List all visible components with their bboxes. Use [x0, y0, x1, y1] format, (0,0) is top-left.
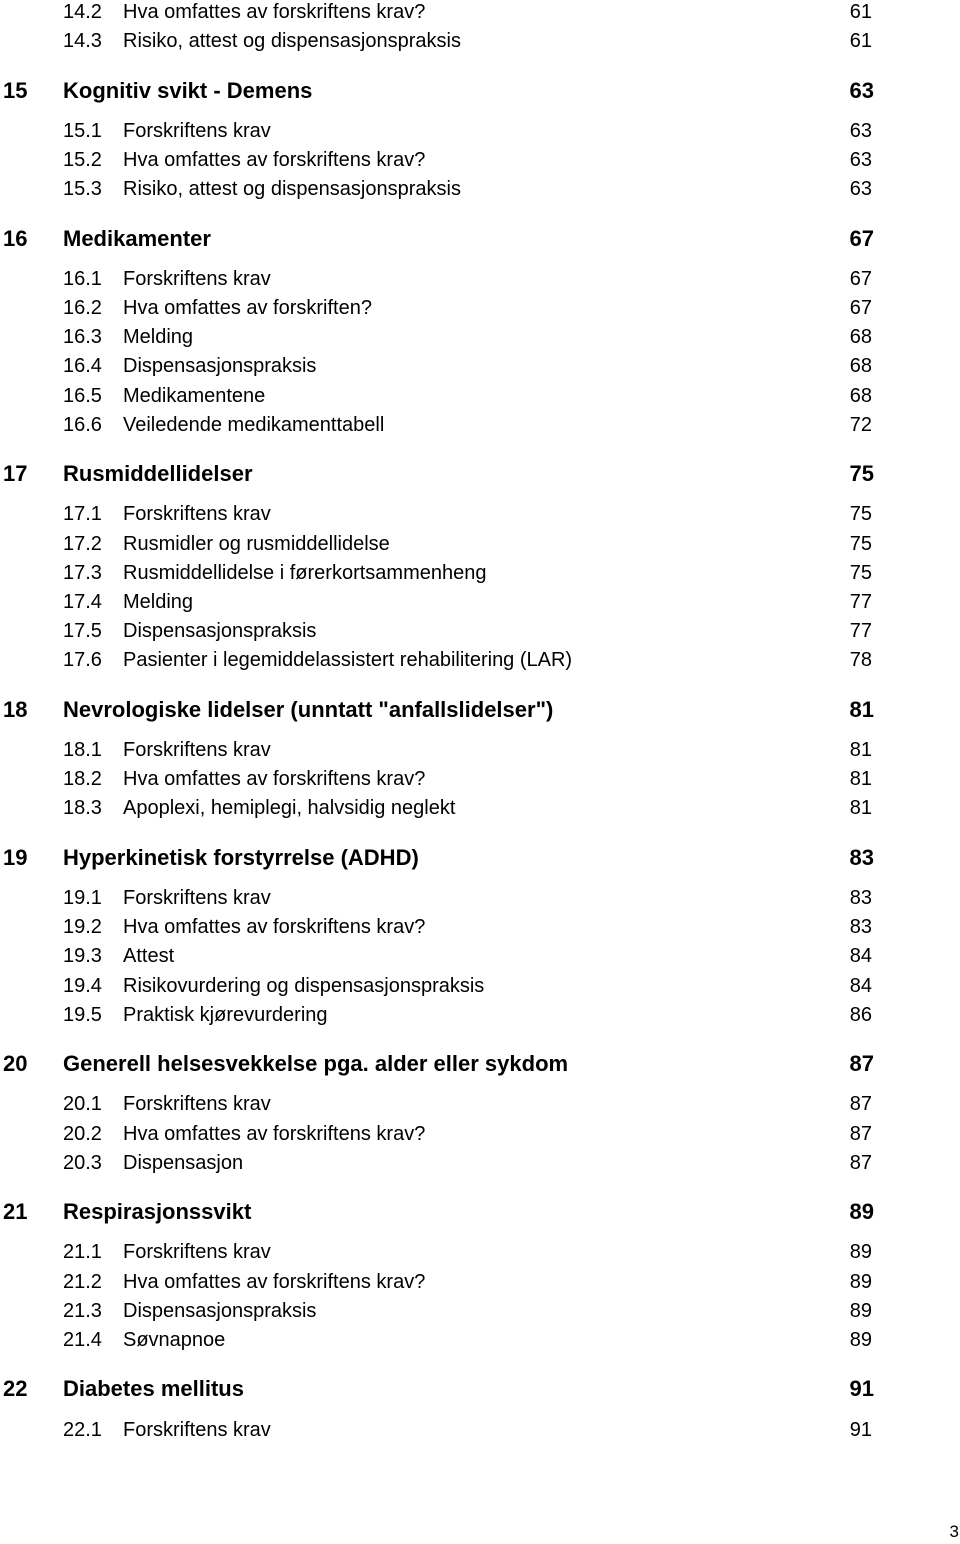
toc-entry-number: 18.3: [63, 797, 102, 819]
toc-entry-page: 63: [849, 78, 874, 103]
toc-entry-title: Melding: [123, 591, 194, 613]
toc-section-entry[interactable]: [0, 1267, 960, 1297]
toc-entry-page: 67: [849, 226, 874, 251]
toc-entry-page: 78: [849, 649, 872, 671]
toc-entry-number: 17.1: [63, 503, 102, 525]
toc-entry-title: Hva omfattes av forskriftens krav?: [123, 1271, 426, 1293]
toc-entry-title: Rusmiddellidelse i førerkortsammenheng: [123, 562, 487, 584]
toc-entry-number: 21: [3, 1199, 28, 1224]
toc-entry-title: Hva omfattes av forskriftens krav?: [123, 916, 426, 938]
toc-entry-page: 75: [849, 461, 874, 486]
toc-entry-number: 20.3: [63, 1152, 102, 1174]
toc-section-entry[interactable]: [0, 1148, 960, 1178]
toc-chapter-entry[interactable]: [0, 459, 960, 489]
toc-section-entry[interactable]: [0, 941, 960, 971]
toc-section-entry[interactable]: [0, 1119, 960, 1149]
toc-entry-page: 61: [849, 30, 872, 52]
toc-section-entry[interactable]: [0, 174, 960, 204]
toc-entry-page: 68: [849, 355, 872, 377]
toc-entry-title: Diabetes mellitus: [63, 1376, 244, 1401]
toc-entry-title: Forskriftens krav: [123, 887, 271, 909]
toc-entry-title: Dispensasjon: [123, 1152, 244, 1174]
toc-entry-title: Rusmiddellidelser: [63, 461, 253, 486]
toc-entry-number: 19.5: [63, 1004, 102, 1026]
toc-section-entry[interactable]: [0, 558, 960, 588]
toc-entry-page: 87: [849, 1051, 874, 1076]
toc-entry-page: 83: [849, 916, 872, 938]
toc-entry-number: 21.1: [63, 1241, 102, 1263]
toc-entry-title: Kognitiv svikt - Demens: [63, 78, 313, 103]
toc-entry-number: 19.1: [63, 887, 102, 909]
toc-entry-number: 16: [3, 226, 28, 251]
toc-entry-page: 84: [849, 945, 872, 967]
toc-entry-title: Medikamenter: [63, 226, 211, 251]
toc-entry-number: 16.4: [63, 355, 102, 377]
toc-chapter-entry[interactable]: [0, 76, 960, 106]
toc-entry-number: 16.5: [63, 385, 102, 407]
toc-entry-number: 19.2: [63, 916, 102, 938]
toc-entry-number: 20.2: [63, 1123, 102, 1145]
toc-entry-page: 86: [849, 1004, 872, 1026]
toc-entry-page: 83: [849, 845, 874, 870]
toc-entry-title: Praktisk kjørevurdering: [123, 1004, 328, 1026]
toc-entry-title: Hva omfattes av forskriftens krav?: [123, 768, 426, 790]
toc-entry-number: 16.2: [63, 297, 102, 319]
toc-entry-page: 89: [849, 1300, 872, 1322]
toc-entry-title: Forskriftens krav: [123, 120, 271, 142]
toc-entry-title: Hva omfattes av forskriftens krav?: [123, 1, 426, 23]
toc-entry-number: 17.4: [63, 591, 102, 613]
toc-entry-title: Hva omfattes av forskriften?: [123, 297, 372, 319]
toc-entry-title: Medikamentene: [123, 385, 266, 407]
toc-entry-page: 61: [849, 1, 872, 23]
toc-section-entry[interactable]: [0, 735, 960, 765]
toc-entry-title: Nevrologiske lidelser (unntatt "anfallslidelser"): [63, 697, 554, 722]
toc-section-entry[interactable]: [0, 1296, 960, 1326]
toc-entry-page: 63: [849, 149, 872, 171]
toc-entry-title: Risikovurdering og dispensasjonspraksis: [123, 975, 485, 997]
toc-section-entry[interactable]: [0, 116, 960, 146]
toc-section-entry[interactable]: [0, 381, 960, 411]
toc-entry-page: 89: [849, 1199, 874, 1224]
toc-entry-number: 14.3: [63, 30, 102, 52]
toc-entry-page: 87: [849, 1093, 872, 1115]
toc-entry-page: 87: [849, 1152, 872, 1174]
toc-entry-page: 72: [849, 414, 872, 436]
toc-chapter-entry[interactable]: [0, 224, 960, 254]
toc-entry-page: 89: [849, 1241, 872, 1263]
toc-section-entry[interactable]: [0, 145, 960, 175]
toc-entry-number: 15: [3, 78, 28, 103]
toc-entry-page: 75: [849, 503, 872, 525]
toc-entry-title: Pasienter i legemiddelassistert rehabilitering (LAR): [123, 649, 573, 671]
toc-chapter-entry[interactable]: [0, 843, 960, 873]
toc-section-entry[interactable]: [0, 764, 960, 794]
toc-section-entry[interactable]: [0, 971, 960, 1001]
toc-entry-title: Veiledende medikamenttabell: [123, 414, 385, 436]
toc-entry-title: Hyperkinetisk forstyrrelse (ADHD): [63, 845, 419, 870]
toc-entry-title: Hva omfattes av forskriftens krav?: [123, 149, 426, 171]
toc-entry-page: 89: [849, 1329, 872, 1351]
toc-entry-page: 75: [849, 533, 872, 555]
toc-entry-title: Respirasjonssvikt: [63, 1199, 252, 1224]
toc-entry-title: Forskriftens krav: [123, 1241, 271, 1263]
toc-section-entry[interactable]: [0, 1415, 960, 1445]
toc-section-entry[interactable]: [0, 912, 960, 942]
toc-entry-page: 77: [849, 620, 872, 642]
toc-entry-title: Forskriftens krav: [123, 503, 271, 525]
toc-entry-page: 81: [849, 739, 872, 761]
toc-section-entry[interactable]: [0, 0, 960, 27]
toc-section-entry[interactable]: [0, 322, 960, 352]
toc-section-entry[interactable]: [0, 1000, 960, 1030]
toc-entry-title: Melding: [123, 326, 194, 348]
toc-entry-page: 77: [849, 591, 872, 613]
toc-entry-number: 21.3: [63, 1300, 102, 1322]
toc-entry-title: Forskriftens krav: [123, 1419, 271, 1441]
toc-section-entry[interactable]: [0, 793, 960, 823]
toc-entry-number: 22.1: [63, 1419, 102, 1441]
toc-entry-number: 16.3: [63, 326, 102, 348]
toc-entry-page: 81: [849, 768, 872, 790]
toc-entry-number: 16.1: [63, 268, 102, 290]
toc-entry-number: 17.2: [63, 533, 102, 555]
toc-entry-number: 14.2: [63, 1, 102, 23]
toc-entry-page: 63: [849, 178, 872, 200]
toc-entry-number: 19.4: [63, 975, 102, 997]
toc-entry-page: 75: [849, 562, 872, 584]
toc-entry-title: Generell helsesvekkelse pga. alder eller sykdom: [63, 1051, 569, 1076]
toc-entry-number: 15.3: [63, 178, 102, 200]
toc-entry-title: Hva omfattes av forskriftens krav?: [123, 1123, 426, 1145]
toc-section-entry[interactable]: [0, 587, 960, 617]
toc-entry-title: Forskriftens krav: [123, 268, 271, 290]
toc-section-entry[interactable]: [0, 499, 960, 529]
toc-entry-number: 22: [3, 1376, 28, 1401]
toc-section-entry[interactable]: [0, 1325, 960, 1355]
toc-entry-title: Risiko, attest og dispensasjonspraksis: [123, 30, 461, 52]
toc-section-entry[interactable]: [0, 529, 960, 559]
toc-entry-title: Rusmidler og rusmiddellidelse: [123, 533, 390, 555]
toc-chapter-entry[interactable]: [0, 1197, 960, 1227]
toc-entry-page: 87: [849, 1123, 872, 1145]
toc-entry-title: Attest: [123, 945, 175, 967]
toc-section-entry[interactable]: [0, 293, 960, 323]
toc-entry-number: 17: [3, 461, 28, 486]
toc-entry-title: Forskriftens krav: [123, 739, 271, 761]
toc-entry-number: 15.2: [63, 149, 102, 171]
toc-entry-number: 21.4: [63, 1329, 102, 1351]
toc-entry-page: 84: [849, 975, 872, 997]
toc-entry-page: 91: [849, 1376, 874, 1401]
toc-section-entry[interactable]: [0, 883, 960, 913]
toc-entry-number: 17.6: [63, 649, 102, 671]
toc-section-entry[interactable]: [0, 1089, 960, 1119]
toc-entry-number: 18.1: [63, 739, 102, 761]
toc-entry-page: 67: [849, 297, 872, 319]
toc-entry-number: 16.6: [63, 414, 102, 436]
toc-chapter-entry[interactable]: [0, 1374, 960, 1404]
toc-section-entry[interactable]: [0, 616, 960, 646]
toc-entry-page: 67: [849, 268, 872, 290]
toc-entry-number: 18: [3, 697, 28, 722]
toc-section-entry[interactable]: [0, 645, 960, 675]
toc-section-entry[interactable]: [0, 1237, 960, 1267]
toc-entry-title: Dispensasjonspraksis: [123, 1300, 317, 1322]
toc-entry-page: 68: [849, 385, 872, 407]
toc-entry-number: 17.3: [63, 562, 102, 584]
toc-section-entry[interactable]: [0, 351, 960, 381]
toc-entry-page: 89: [849, 1271, 872, 1293]
toc-entry-number: 19: [3, 845, 28, 870]
toc-entry-title: Søvnapnoe: [123, 1329, 226, 1351]
toc-entry-number: 18.2: [63, 768, 102, 790]
toc-section-entry[interactable]: [0, 410, 960, 440]
toc-entry-number: 20: [3, 1051, 28, 1076]
toc-entry-title: Dispensasjonspraksis: [123, 620, 317, 642]
toc-entry-number: 15.1: [63, 120, 102, 142]
toc-entry-page: 81: [849, 697, 874, 722]
toc-entry-title: Forskriftens krav: [123, 1093, 271, 1115]
toc-section-entry[interactable]: [0, 26, 960, 56]
page-number: 3: [949, 1522, 959, 1541]
toc-entry-page: 91: [849, 1419, 872, 1441]
toc-entry-number: 19.3: [63, 945, 102, 967]
toc-chapter-entry[interactable]: [0, 1049, 960, 1079]
toc-entry-number: 21.2: [63, 1271, 102, 1293]
toc-entry-page: 81: [849, 797, 872, 819]
toc-entry-number: 20.1: [63, 1093, 102, 1115]
toc-entry-page: 83: [849, 887, 872, 909]
toc-entry-title: Risiko, attest og dispensasjonspraksis: [123, 178, 461, 200]
toc-chapter-entry[interactable]: [0, 695, 960, 725]
toc-entry-number: 17.5: [63, 620, 102, 642]
toc-section-entry[interactable]: [0, 264, 960, 294]
toc-entry-page: 68: [849, 326, 872, 348]
toc-entry-page: 63: [849, 120, 872, 142]
toc-entry-title: Apoplexi, hemiplegi, halvsidig neglekt: [123, 797, 456, 819]
toc-entry-title: Dispensasjonspraksis: [123, 355, 317, 377]
